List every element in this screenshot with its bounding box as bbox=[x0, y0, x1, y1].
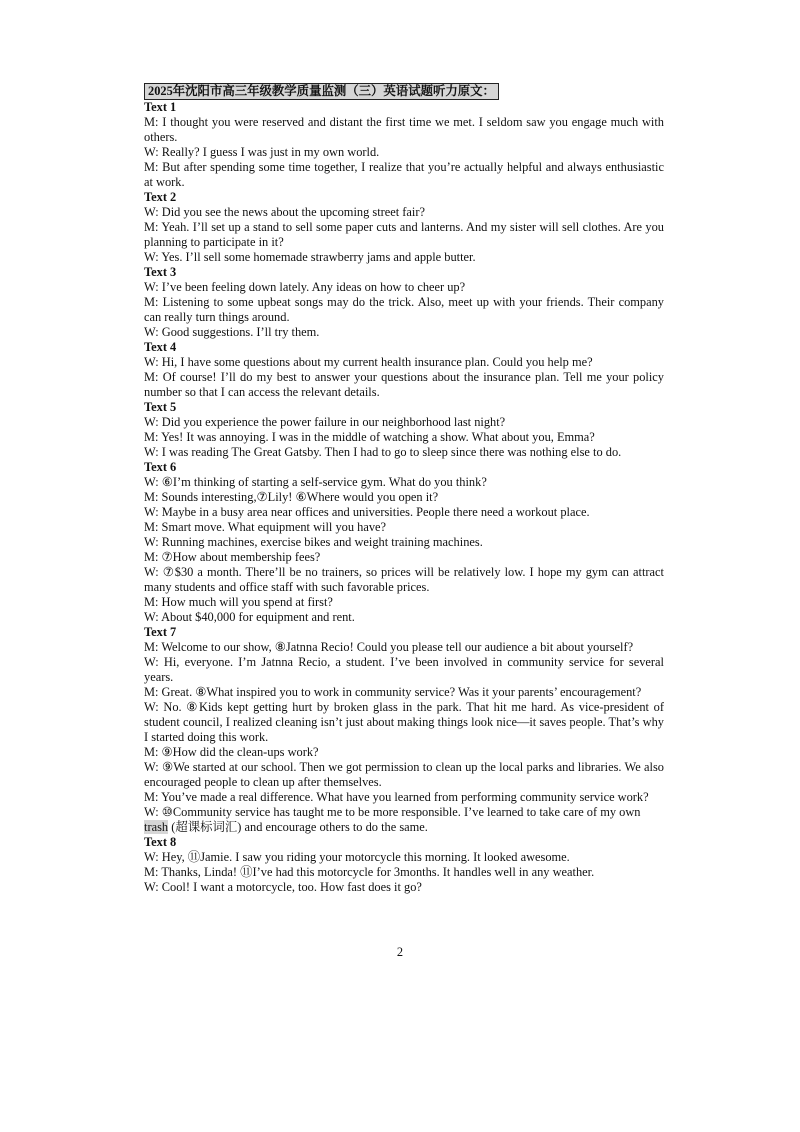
dialogue-line: W: About $40,000 for equipment and rent. bbox=[144, 610, 355, 624]
dialogue-line: W: Really? I guess I was just in my own world. bbox=[144, 145, 380, 159]
section-heading: Text 4 bbox=[144, 340, 177, 354]
section-heading: Text 1 bbox=[144, 100, 177, 114]
dialogue-line: M: Of course! I’ll do my best to answer your questions about the insurance plan. Tell me your policy number so that I can access the relevant details. bbox=[144, 370, 664, 399]
dialogue-line: W: Hi, I have some questions about my current health insurance plan. Could you help me? bbox=[144, 355, 593, 369]
section-heading: Text 6 bbox=[144, 460, 177, 474]
section-heading: Text 8 bbox=[144, 835, 177, 849]
dialogue-line: W: ⑨We started at our school. Then we got permission to clean up the local parks and libraries. We also encouraged people to clean up after themselves. bbox=[144, 760, 664, 789]
dialogue-line: M: Great. ⑧What inspired you to work in community service? Was it your parents’ encouragement? bbox=[144, 685, 642, 699]
dialogue-line: M: How much will you spend at first? bbox=[144, 595, 333, 609]
dialogue-line: W: Did you see the news about the upcoming street fair? bbox=[144, 205, 425, 219]
section-heading: Text 7 bbox=[144, 625, 177, 639]
dialogue-line: W: Did you experience the power failure in our neighborhood last night? bbox=[144, 415, 506, 429]
dialogue-line: M: Listening to some upbeat songs may do the trick. Also, meet up with your friends. Their company can really turn things around. bbox=[144, 295, 664, 324]
dialogue-line: M: Yes! It was annoying. I was in the middle of watching a show. What about you, Emma? bbox=[144, 430, 595, 444]
page-number: 2 bbox=[396, 945, 404, 959]
document-body bbox=[144, 83, 664, 895]
dialogue-line: M: But after spending some time together, I realize that you’re actually helpful and always enthusiastic at work. bbox=[144, 160, 664, 189]
dialogue-line-text: (超课标词汇) and encourage others to do the same. bbox=[168, 820, 428, 834]
dialogue-line: M: You’ve made a real difference. What have you learned from performing community service work? bbox=[144, 790, 649, 804]
section-text-1 bbox=[144, 100, 664, 190]
section-text-5 bbox=[144, 400, 664, 460]
dialogue-line: M: ⑨How did the clean-ups work? bbox=[144, 745, 319, 759]
dialogue-line: W: Hey, ⑪Jamie. I saw you riding your motorcycle this morning. It looked awesome. bbox=[144, 850, 570, 864]
section-heading: Text 3 bbox=[144, 265, 177, 279]
dialogue-line: M: Thanks, Linda! ⑪I’ve had this motorcycle for 3months. It handles well in any weather. bbox=[144, 865, 595, 879]
dialogue-line: W: Yes. I’ll sell some homemade strawberry jams and apple butter. bbox=[144, 250, 476, 264]
dialogue-line: W: I’ve been feeling down lately. Any ideas on how to cheer up? bbox=[144, 280, 466, 294]
dialogue-line: W: Good suggestions. I’ll try them. bbox=[144, 325, 320, 339]
dialogue-line: M: Yeah. I’ll set up a stand to sell some paper cuts and lanterns. And my sister will sell clothes. Are you planning to participate in it? bbox=[144, 220, 664, 249]
dialogue-line: M: Welcome to our show, ⑧Jatnna Recio! Could you please tell our audience a bit about yourself? bbox=[144, 640, 634, 654]
dialogue-line: W: Cool! I want a motorcycle, too. How fast does it go? bbox=[144, 880, 422, 894]
dialogue-line: W: Maybe in a busy area near offices and universities. People there need a workout place. bbox=[144, 505, 590, 519]
dialogue-line: M: Smart move. What equipment will you have? bbox=[144, 520, 387, 534]
section-heading: Text 2 bbox=[144, 190, 177, 204]
page-title: 2025年沈阳市高三年级教学质量监测（三）英语试题听力原文： bbox=[144, 83, 499, 100]
dialogue-line: W: Hi, everyone. I’m Jatnna Recio, a student. I’ve been involved in community service for several years. bbox=[144, 655, 664, 684]
highlighted-word: trash bbox=[144, 820, 169, 834]
dialogue-line: W: Running machines, exercise bikes and weight training machines. bbox=[144, 535, 483, 549]
section-heading: Text 5 bbox=[144, 400, 177, 414]
dialogue-line: W: ⑥I’m thinking of starting a self-service gym. What do you think? bbox=[144, 475, 487, 489]
dialogue-line: W: I was reading The Great Gatsby. Then I had to go to sleep since there was nothing else to do. bbox=[144, 445, 622, 459]
dialogue-line: W: No. ⑧Kids kept getting hurt by broken glass in the park. That hit me hard. As vice-president of student council, I realized cleaning isn’t just about making things look nice—it saves people. That’s why I started doing this work. bbox=[144, 700, 664, 744]
section-text-3 bbox=[144, 265, 664, 340]
section-text-4 bbox=[144, 340, 664, 400]
section-text-2 bbox=[144, 190, 664, 265]
dialogue-line: M: Sounds interesting,⑦Lily! ⑥Where would you open it? bbox=[144, 490, 439, 504]
dialogue-line: M: ⑦How about membership fees? bbox=[144, 550, 321, 564]
dialogue-line bbox=[144, 805, 664, 835]
dialogue-line: M: I thought you were reserved and distant the first time we met. I seldom saw you engage much with others. bbox=[144, 115, 664, 144]
section-text-7 bbox=[144, 625, 664, 835]
section-text-8 bbox=[144, 835, 664, 895]
dialogue-line: W: ⑦$30 a month. There’ll be no trainers, so prices will be relatively low. I hope my gym can attract many students and office staff with such favorable prices. bbox=[144, 565, 664, 594]
dialogue-line-text: W: ⑩Community service has taught me to be more responsible. I’ve learned to take care of my own bbox=[144, 805, 641, 819]
section-text-6 bbox=[144, 460, 664, 625]
